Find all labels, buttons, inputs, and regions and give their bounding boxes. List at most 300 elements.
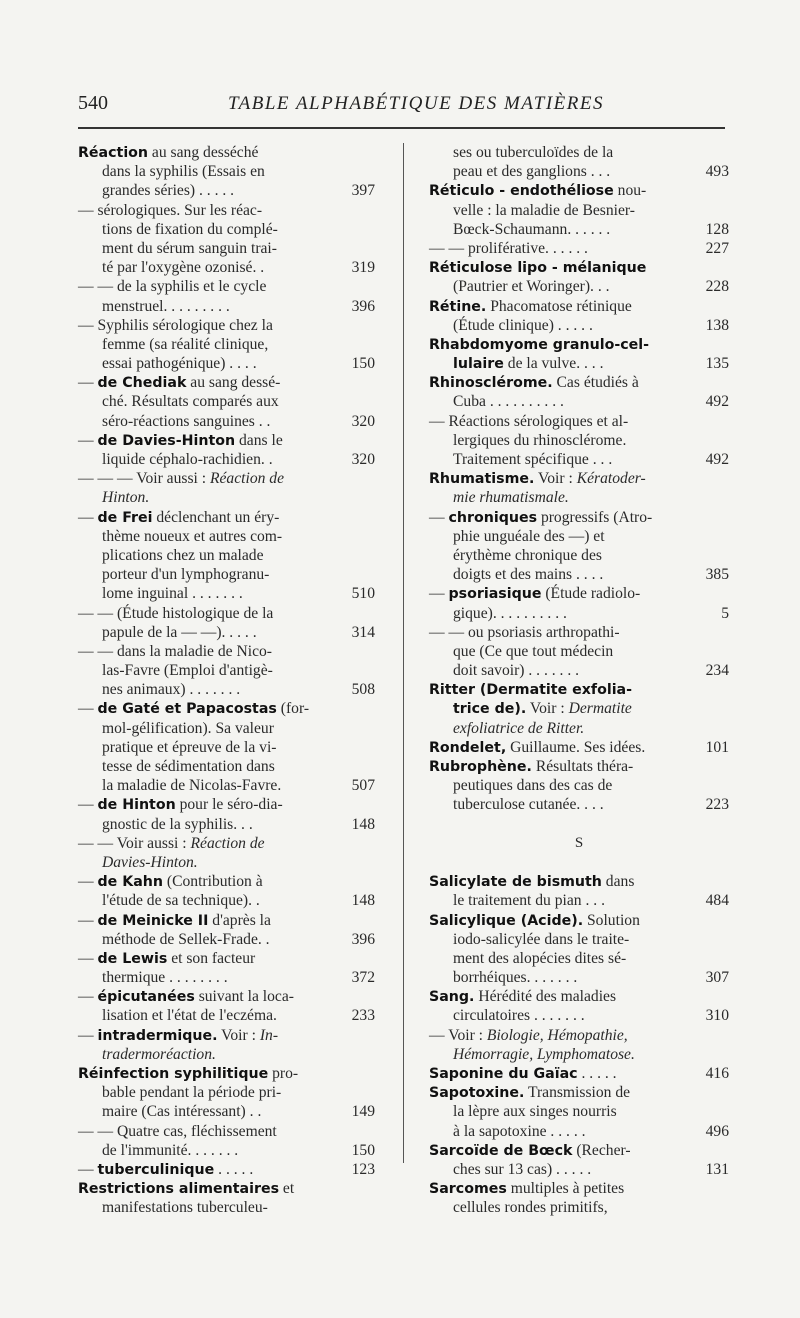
index-text: borrhéiques. . . . . . .	[453, 969, 578, 987]
index-text: Résultats théra-	[531, 758, 634, 775]
index-text: doigts et des mains . . . .	[453, 566, 604, 584]
index-line	[429, 508, 729, 527]
page-reference: 234	[705, 662, 729, 680]
index-line-text	[453, 719, 584, 738]
index-line	[429, 488, 729, 507]
index-line	[429, 220, 729, 239]
index-text: Traitement spécifique . . .	[453, 451, 613, 468]
index-cross-reference: Hinton.	[102, 489, 150, 507]
index-line-text	[429, 911, 640, 931]
index-line	[429, 354, 729, 373]
index-line-text	[102, 220, 278, 239]
index-text: lergiques du rhinosclérome.	[453, 431, 627, 449]
index-headword: Rondelet,	[429, 739, 507, 756]
index-line-text	[102, 968, 228, 987]
index-line	[429, 757, 729, 776]
index-text: lisation et l'état de l'eczéma.	[102, 1007, 277, 1025]
index-line-text	[453, 1122, 586, 1141]
index-text: et son facteur	[167, 949, 256, 967]
index-line-text	[102, 815, 253, 834]
index-line-text	[429, 239, 588, 258]
index-line	[429, 949, 729, 968]
index-line	[429, 412, 729, 431]
page-reference: 492	[705, 393, 729, 411]
index-line-text	[453, 488, 569, 507]
index-line	[429, 1160, 729, 1179]
index-text: — — Voir aussi :	[78, 834, 191, 852]
running-title: TABLE ALPHABÉTIQUE DES MATIÈRES	[228, 93, 604, 114]
index-column-right	[429, 143, 729, 1218]
index-line	[78, 201, 375, 220]
index-headword: de Davies-Hinton	[97, 432, 236, 449]
index-line-text	[453, 1198, 608, 1217]
index-text: peau et des ganglions . . .	[453, 163, 611, 181]
index-cross-reference: Dermatite	[568, 700, 632, 718]
page-reference: 233	[351, 1007, 375, 1025]
page-reference: 314	[351, 623, 375, 641]
index-column-left	[78, 143, 375, 1218]
page-reference: 101	[705, 738, 729, 756]
index-cross-reference: exfoliatrice de Ritter.	[453, 719, 585, 737]
index-line-text	[429, 1083, 630, 1103]
page-reference: 150	[351, 355, 375, 373]
index-headword: de Hinton	[97, 797, 176, 814]
page-number: 540	[78, 92, 108, 114]
index-line	[429, 1026, 729, 1045]
index-line	[78, 623, 375, 642]
index-line	[78, 316, 375, 335]
index-text: las-Favre (Emploi d'antigè-	[102, 662, 273, 680]
index-line-text	[453, 354, 604, 374]
page-reference: 148	[351, 892, 375, 910]
index-text: multiples à petites	[506, 1180, 625, 1198]
index-line	[429, 316, 729, 335]
index-line-text	[102, 162, 265, 181]
index-line	[429, 201, 729, 220]
index-line	[78, 604, 375, 623]
index-line-text	[102, 584, 243, 603]
index-line	[429, 181, 729, 200]
page-reference: 5	[721, 604, 729, 622]
index-line-text	[78, 201, 262, 220]
index-line-text	[453, 642, 613, 661]
index-line-text	[102, 776, 281, 795]
index-line-text	[78, 508, 279, 528]
index-line-text	[453, 1102, 617, 1121]
index-text: — — de la syphilis et le cycle	[78, 278, 267, 296]
index-text: de l'immunité. . . . . . .	[102, 1141, 239, 1159]
index-line-text	[453, 949, 626, 968]
index-line	[78, 1064, 375, 1083]
index-text: la lèpre aux singes nourris	[453, 1103, 617, 1121]
page-reference: 123	[351, 1160, 375, 1178]
index-text: ment du sérum sanguin trai-	[102, 239, 277, 257]
index-line-text	[102, 181, 234, 200]
index-line-text	[453, 776, 612, 795]
index-headword: Restrictions alimentaires	[78, 1181, 280, 1198]
page-reference: 319	[351, 259, 375, 277]
index-line-text	[429, 738, 645, 758]
index-text: Bœck-Schaumann. . . . . .	[453, 220, 611, 238]
index-text: doit savoir) . . . . . . .	[453, 662, 580, 680]
index-text: —	[78, 700, 98, 718]
page-reference: 496	[705, 1122, 729, 1140]
index-line-text	[102, 258, 264, 277]
index-headword: chroniques	[448, 509, 538, 526]
index-headword: Rétine.	[429, 298, 487, 315]
index-text: —	[78, 949, 98, 967]
index-line	[429, 277, 729, 296]
index-text: Voir :	[534, 470, 577, 488]
index-line-text	[102, 412, 270, 431]
index-text: manifestations tuberculeu-	[102, 1199, 268, 1217]
index-line	[429, 1006, 729, 1025]
index-line	[429, 392, 729, 411]
index-line	[429, 469, 729, 488]
index-line	[78, 1160, 375, 1179]
page-reference: 484	[705, 892, 729, 910]
index-line	[78, 220, 375, 239]
index-line-text	[102, 853, 198, 872]
index-line	[78, 757, 375, 776]
index-text: — — Quatre cas, fléchissement	[78, 1122, 277, 1140]
index-text: pour le séro-dia-	[175, 796, 283, 814]
index-headword: épicutanées	[97, 989, 195, 1006]
index-headword: Rubrophène.	[429, 759, 532, 775]
page-reference: 320	[351, 451, 375, 468]
index-line-text	[78, 277, 266, 296]
index-line-text	[102, 239, 277, 258]
index-line-text	[102, 1102, 261, 1121]
page-reference: 150	[351, 1141, 375, 1159]
page-reference: 135	[705, 355, 729, 373]
index-line	[429, 968, 729, 987]
index-line-text	[102, 450, 273, 469]
index-line	[78, 584, 375, 603]
index-text: Cuba . . . . . . . . . .	[453, 393, 564, 411]
index-text: ment des alopécies dites sé-	[453, 949, 627, 967]
index-line-text	[78, 469, 284, 488]
index-line-text	[429, 335, 649, 355]
index-headword: de Frei	[97, 509, 153, 526]
index-line	[78, 699, 375, 718]
index-line	[78, 968, 375, 987]
index-line-text	[102, 680, 240, 699]
index-text: . . . . .	[577, 1065, 617, 1082]
index-cross-reference: Kératoder-	[576, 470, 646, 488]
index-line-text	[429, 412, 628, 431]
index-line-text	[453, 930, 629, 949]
index-line	[429, 738, 729, 757]
index-line-text	[453, 699, 632, 719]
index-headword: Sapotoxine.	[429, 1085, 525, 1102]
index-line	[78, 431, 375, 450]
section-letter-text: S	[574, 834, 584, 851]
page-reference: 320	[351, 412, 375, 430]
index-text: que (Ce que tout médecin	[453, 642, 614, 660]
index-line	[78, 795, 375, 814]
index-text: — Réactions sérologiques et al-	[429, 412, 629, 430]
index-line-text	[78, 1064, 298, 1084]
index-text: ses ou tuberculoïdes de la	[453, 144, 614, 161]
index-text: (Pautrier et Woringer). . .	[453, 278, 610, 296]
index-line-text	[78, 1026, 278, 1046]
page-reference: 128	[705, 220, 729, 238]
index-text: —	[78, 796, 98, 814]
index-line-text	[453, 527, 605, 546]
index-line-text	[78, 143, 258, 163]
index-line-text	[453, 450, 612, 469]
index-text: — sérologiques. Sur les réac-	[78, 201, 263, 219]
index-line	[78, 412, 375, 431]
index-line	[78, 181, 375, 200]
index-line-text	[453, 277, 610, 296]
index-line-text	[78, 1122, 277, 1141]
index-text: essai pathogénique) . . . .	[102, 355, 257, 373]
index-line-text	[453, 162, 610, 181]
page-reference: 397	[351, 182, 375, 200]
index-line	[78, 872, 375, 891]
page-reference: 372	[351, 969, 375, 987]
index-line	[429, 565, 729, 584]
index-line-text	[102, 623, 257, 642]
index-line-text	[102, 527, 282, 546]
index-text: gique). . . . . . . . . .	[453, 604, 567, 622]
index-text: —	[78, 431, 98, 449]
index-line	[429, 431, 729, 450]
index-line	[78, 392, 375, 411]
index-text: femme (sa réalité clinique,	[102, 335, 269, 353]
index-line	[429, 450, 729, 469]
index-line	[78, 1179, 375, 1198]
index-text: iodo-salicylée dans le traite-	[453, 930, 630, 948]
index-headword: Salicylique (Acide).	[429, 912, 584, 929]
index-headword: intradermique.	[97, 1027, 218, 1044]
page-reference: 149	[351, 1103, 375, 1121]
index-headword: Sarcoïde de Bœck	[429, 1142, 573, 1159]
index-line-text	[453, 143, 613, 162]
index-text: et	[279, 1180, 295, 1198]
index-line-text	[102, 1083, 281, 1102]
index-text: ches sur 13 cas) . . . . .	[453, 1160, 592, 1178]
index-line-text	[429, 508, 652, 528]
index-line-text	[78, 431, 283, 451]
index-line-text	[429, 469, 646, 489]
index-text: —	[429, 508, 449, 526]
index-cross-reference: mie rhumatismale.	[453, 489, 569, 507]
page-reference: 507	[351, 777, 375, 795]
index-text: thermique . . . . . . . .	[102, 969, 228, 987]
index-text: tesse de sédimentation dans	[102, 758, 275, 775]
index-line	[429, 546, 729, 565]
index-line	[78, 143, 375, 162]
index-line	[429, 335, 729, 354]
index-text: —	[78, 1160, 98, 1178]
index-line-text	[453, 565, 603, 584]
index-line	[429, 1141, 729, 1160]
index-text: velle : la maladie de Besnier-	[453, 201, 635, 219]
page-reference: 396	[351, 930, 375, 948]
index-text: papule de la — —). . . . .	[102, 623, 257, 641]
index-line-text	[78, 872, 263, 892]
index-line-text	[429, 297, 632, 317]
index-text: — — proliférative. . . . . .	[429, 239, 588, 257]
index-line	[78, 642, 375, 661]
index-line	[429, 143, 729, 162]
page-reference: 148	[351, 815, 375, 833]
index-line	[429, 680, 729, 699]
index-line	[429, 719, 729, 738]
index-text: menstruel. . . . . . . . .	[102, 297, 230, 315]
index-line	[429, 930, 729, 949]
index-line-text	[102, 738, 276, 757]
index-line	[429, 661, 729, 680]
index-cross-reference: Davies-Hinton.	[102, 853, 198, 871]
page-reference: 310	[705, 1007, 729, 1025]
index-text: pro-	[268, 1065, 299, 1082]
index-line	[78, 469, 375, 488]
index-text: bable pendant la période pri-	[102, 1084, 282, 1102]
index-text: — — dans la maladie de Nico-	[78, 642, 272, 660]
index-text: Guillaume. Ses idées.	[506, 738, 646, 756]
index-line	[78, 1026, 375, 1045]
index-cross-reference: Biologie, Hémopathie,	[486, 1026, 628, 1044]
index-cross-reference: Réaction de	[190, 834, 265, 852]
page-reference: 493	[705, 163, 729, 181]
index-line	[78, 911, 375, 930]
index-line	[429, 911, 729, 930]
index-line	[78, 680, 375, 699]
index-line-text	[429, 1026, 628, 1045]
index-line-text	[429, 181, 646, 201]
index-text: gnostic de la syphilis. . .	[102, 815, 253, 833]
index-line	[429, 1102, 729, 1121]
index-text: Hérédité des maladies	[474, 988, 617, 1006]
index-headword: trice de).	[453, 701, 527, 718]
index-line-text	[429, 373, 639, 393]
index-line-text	[453, 316, 593, 335]
index-line-text	[78, 1179, 294, 1199]
index-text: — — (Étude histologique de la	[78, 604, 274, 622]
index-headword: de Lewis	[97, 950, 168, 967]
index-headword: tuberculinique	[97, 1161, 215, 1178]
index-text: érythème chronique des	[453, 546, 602, 564]
index-text: dans le	[235, 431, 283, 449]
index-line-text	[102, 757, 275, 776]
index-text: (Recher-	[572, 1141, 631, 1159]
index-headword: Ritter (Dermatite exfolia-	[429, 682, 633, 699]
index-text: la maladie de Nicolas-Favre.	[102, 777, 282, 795]
index-text: Cas étudiés à	[552, 374, 639, 392]
index-line	[78, 450, 375, 469]
index-text: thème noueux et autres com-	[102, 527, 283, 545]
index-headword: Sang.	[429, 989, 475, 1006]
index-headword: Rhumatisme.	[429, 471, 535, 488]
index-text: lome inguinal . . . . . . .	[102, 585, 243, 603]
index-line-text	[429, 757, 633, 777]
index-line-text	[453, 661, 579, 680]
index-text: Solution	[583, 911, 640, 929]
index-line-text	[78, 699, 309, 719]
index-cross-reference: Hémorragie, Lymphomatose.	[453, 1045, 635, 1063]
index-text: grandes séries) . . . . .	[102, 182, 235, 200]
index-line	[78, 776, 375, 795]
index-text: circulatoires . . . . . . .	[453, 1007, 585, 1025]
index-line	[78, 987, 375, 1006]
index-text: mol-gélification). Sa valeur	[102, 719, 274, 737]
index-text: à la sapotoxine . . . . .	[453, 1122, 586, 1140]
index-text: Transmission de	[524, 1084, 631, 1102]
index-line-text	[78, 911, 271, 931]
index-line	[429, 1064, 729, 1083]
index-line-text	[429, 623, 620, 642]
index-headword: psoriasique	[448, 586, 542, 603]
index-line	[429, 815, 729, 834]
index-line-text	[429, 1141, 631, 1161]
index-headword: Rhinosclérome.	[429, 375, 553, 392]
index-line-text	[78, 987, 294, 1007]
page-reference: 510	[351, 585, 375, 603]
index-line	[78, 373, 375, 392]
index-line-text	[453, 546, 602, 565]
index-line	[78, 891, 375, 910]
index-headword: Sarcomes	[429, 1181, 507, 1198]
index-text: dans	[601, 873, 635, 891]
index-line	[78, 354, 375, 373]
index-headword: Saponine du Gaïac	[429, 1066, 578, 1082]
index-line-text	[78, 373, 280, 393]
index-line	[78, 239, 375, 258]
index-line-text	[429, 584, 640, 604]
index-line-text	[102, 546, 264, 565]
index-line	[78, 508, 375, 527]
index-line	[78, 719, 375, 738]
index-line	[78, 527, 375, 546]
index-line	[78, 661, 375, 680]
index-line-text	[453, 201, 635, 220]
index-text: séro-réactions sanguines . .	[102, 412, 271, 430]
index-line	[429, 297, 729, 316]
index-text: —	[78, 508, 98, 526]
index-line	[429, 1122, 729, 1141]
index-line-text	[102, 1141, 238, 1160]
index-line-text	[102, 891, 260, 910]
running-header	[78, 92, 720, 122]
index-line	[429, 891, 729, 910]
page-reference: 138	[705, 316, 729, 334]
index-text: de la vulve. . . .	[503, 355, 604, 373]
index-line-text	[429, 1064, 617, 1084]
index-line	[78, 297, 375, 316]
index-line-text	[453, 968, 577, 987]
index-line-text	[429, 258, 646, 278]
index-line-text	[78, 316, 273, 335]
index-text: —	[78, 374, 98, 392]
index-line-text	[453, 891, 605, 910]
index-line	[429, 1198, 729, 1217]
index-headword: de Kahn	[97, 874, 163, 891]
index-text: d'après la	[208, 911, 271, 929]
index-text: Voir :	[526, 700, 569, 718]
index-line-text	[453, 220, 610, 239]
index-text: —	[78, 1026, 98, 1044]
index-line	[429, 795, 729, 814]
index-line-text	[453, 1160, 591, 1179]
index-line-text	[78, 1160, 253, 1180]
index-text: — — — Voir aussi :	[78, 470, 210, 488]
index-headword: Réaction	[78, 145, 149, 161]
index-text: phie unguéale des —) et	[453, 527, 605, 545]
